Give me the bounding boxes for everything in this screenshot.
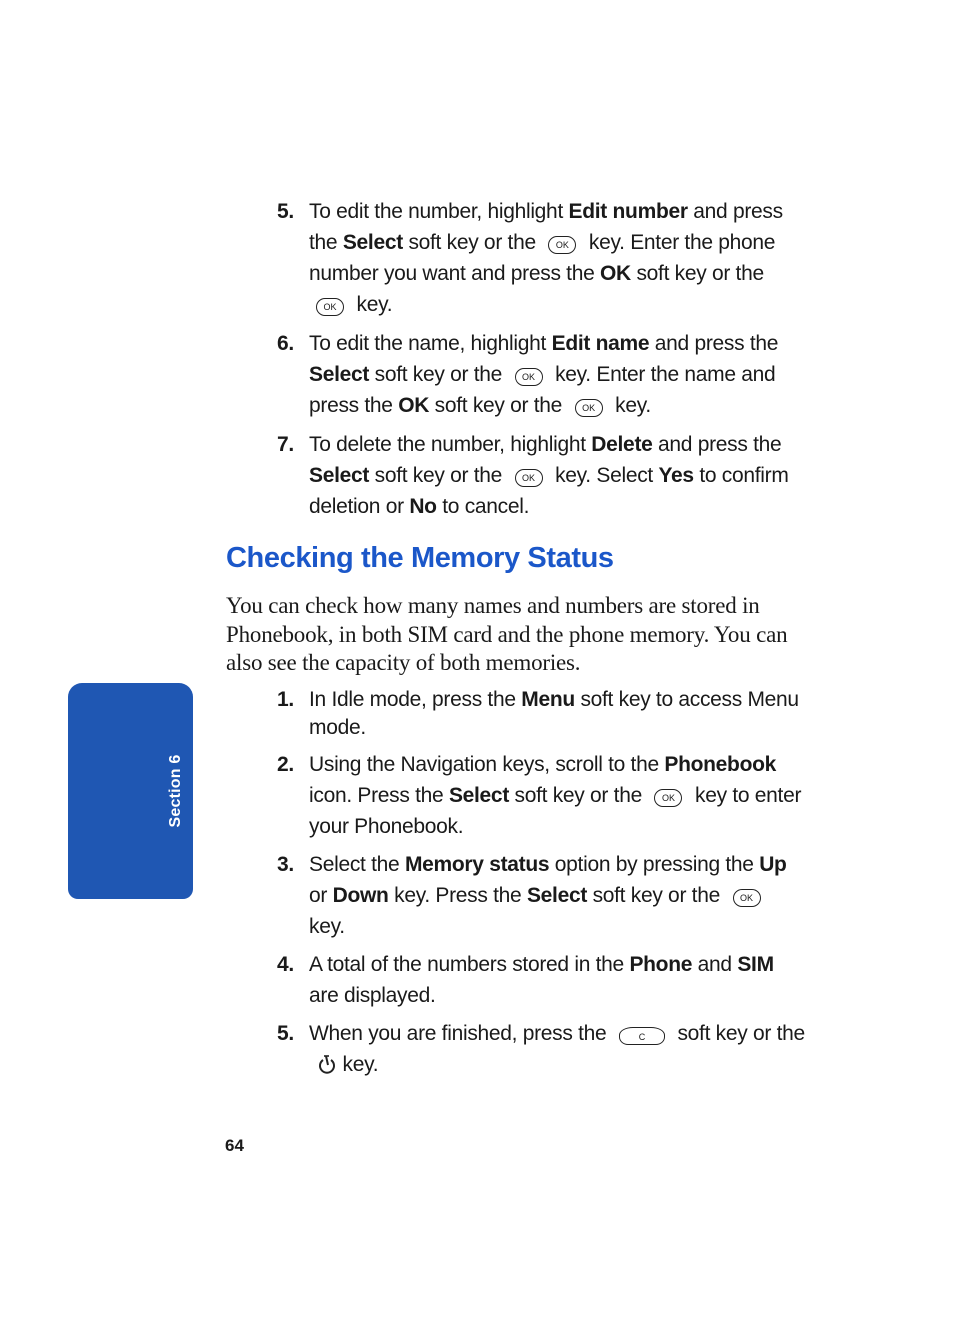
edit-steps-list [226, 196, 806, 522]
step-text: or [309, 883, 333, 907]
step-keyword: Edit number [568, 200, 688, 223]
ok-key-icon: OK [654, 789, 682, 807]
step-number: 4. [277, 952, 294, 976]
step-keyword: SIM [737, 952, 774, 976]
step-text: and press the [309, 200, 783, 254]
step-item [226, 429, 806, 522]
ok-key-icon: OK [733, 889, 761, 907]
step-text: to confirm deletion or [309, 464, 789, 518]
step-text: key. [609, 394, 651, 417]
ok-key-icon: OK [515, 368, 543, 386]
step-text: soft key or the [509, 783, 648, 807]
step-text: key. Press the [388, 883, 527, 907]
ok-key-icon: OK [515, 469, 543, 487]
step-text: To edit the name, highlight [309, 332, 552, 355]
step-text: soft key or the [429, 394, 568, 417]
step-number: 3. [277, 852, 294, 876]
step-text: key to enter your Phonebook. [309, 783, 802, 838]
step-text: key. [351, 293, 393, 316]
step-keyword: No [409, 495, 437, 518]
step-text: key. [337, 1052, 379, 1076]
step-number: 6. [277, 332, 294, 355]
step-text: key. [309, 914, 345, 938]
step-keyword: Select [342, 231, 403, 254]
step-number: 1. [277, 687, 294, 711]
step-keyword: Phonebook [664, 752, 777, 776]
step-keyword: Delete [591, 433, 653, 456]
step-text: key. Enter the name and press the [309, 363, 776, 417]
step-number: 2. [277, 752, 294, 776]
step-text: and [692, 952, 738, 976]
step-text: and press the [649, 332, 779, 355]
step-keyword: Down [332, 883, 389, 907]
memory-steps-list [226, 686, 806, 1080]
step-text: To edit the number, highlight [309, 200, 569, 223]
section-tab-label: Section 6 [167, 754, 184, 828]
end-key-icon [317, 1053, 337, 1075]
ok-key-icon: OK [548, 236, 576, 254]
page-number: 64 [225, 1136, 244, 1155]
ok-key-icon: OK [575, 399, 603, 417]
step-text: option by pressing the [549, 852, 760, 876]
step-text: soft key or the [402, 231, 542, 254]
step-text: to cancel. [436, 495, 530, 518]
step-number: 7. [277, 433, 294, 456]
step-item [226, 749, 806, 842]
step-item [226, 1018, 806, 1080]
step-text: A total of the numbers stored in the [309, 952, 630, 976]
step-text: soft key or the [671, 1021, 805, 1045]
step-text: soft key to access Menu mode. [309, 687, 799, 739]
section-intro: You can check how many names and numbers are stored in Phonebook, in both SIM card and the phone memory. You can also see the capacity of both memories. [226, 593, 788, 675]
step-text: Select the [309, 852, 405, 876]
step-text: soft key or the [369, 464, 508, 487]
step-text: are displayed. [309, 983, 436, 1007]
step-number: 5. [277, 1021, 294, 1045]
step-item [226, 949, 806, 1011]
step-text: When you are finished, press the [309, 1021, 612, 1045]
step-keyword: OK [398, 394, 430, 417]
step-keyword: Select [448, 783, 510, 807]
step-text: soft key or the [630, 262, 764, 285]
step-text: Using the Navigation keys, scroll to the [309, 752, 665, 776]
step-text: icon. Press the [309, 783, 449, 807]
step-keyword: Menu [521, 687, 575, 711]
step-number: 5. [277, 200, 294, 223]
clear-key-icon: C [619, 1027, 665, 1045]
step-text: To delete the number, highlight [309, 433, 592, 456]
step-item [226, 196, 806, 320]
step-item [226, 328, 806, 421]
step-text: soft key or the [587, 883, 726, 907]
step-text: key. Enter the phone number you want and press the [309, 231, 776, 285]
ok-key-icon: OK [316, 298, 344, 316]
step-text: key. Select [549, 464, 659, 487]
section-heading: Checking the Memory Status [226, 542, 614, 574]
step-keyword: Up [759, 852, 787, 876]
page-content [226, 196, 806, 1080]
step-keyword: Select [309, 464, 370, 487]
step-item [226, 849, 806, 942]
step-keyword: Memory status [404, 852, 550, 876]
step-keyword: Yes [658, 464, 694, 487]
step-text: soft key or the [369, 363, 508, 386]
step-keyword: OK [600, 262, 631, 285]
step-item [226, 686, 806, 742]
step-keyword: Phone [629, 952, 693, 976]
step-keyword: Edit name [551, 332, 650, 355]
step-text: and press the [652, 433, 782, 456]
step-keyword: Select [309, 363, 370, 386]
step-keyword: Select [526, 883, 588, 907]
step-text: In Idle mode, press the [309, 687, 522, 711]
